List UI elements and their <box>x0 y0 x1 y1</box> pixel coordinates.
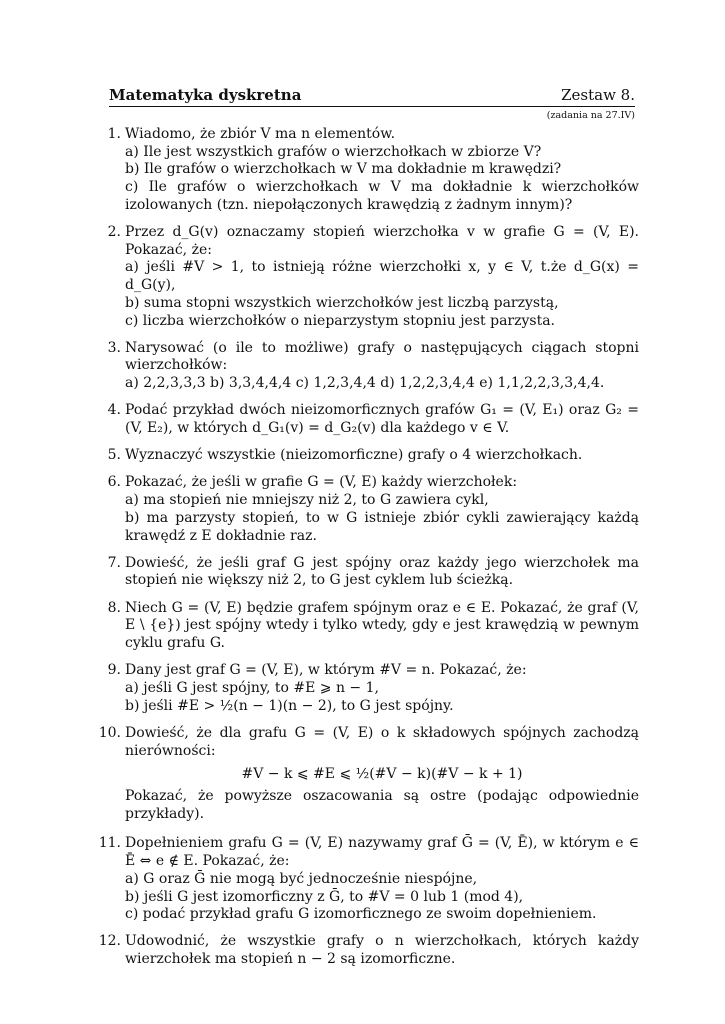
header-rule <box>109 106 635 107</box>
problem-3 <box>96 340 639 393</box>
problem-7 <box>96 555 639 590</box>
problem-10 <box>96 725 639 824</box>
problem-line: b) jeśli G jest izomorficzny z Ḡ, to #V = 0 lub 1 (mod 4), <box>125 888 524 905</box>
problem-number: 10. <box>98 724 121 741</box>
problem-8 <box>96 600 639 653</box>
problem-line: Wiadomo, że zbiór V ma n elementów. <box>125 126 396 142</box>
problem-number: 8. <box>107 599 121 616</box>
problem-line: Dany jest graf G = (V, E), w którym #V = n. Pokazać, że: <box>125 662 527 679</box>
problem-number: 2. <box>107 224 121 241</box>
problem-6 <box>96 474 639 545</box>
problem-line: a) jeśli G jest spójny, to #E ⩾ n − 1, <box>125 679 379 696</box>
problem-line: Dopełnieniem grafu G = (V, E) nazywamy graf Ḡ = (V, Ē), w którym e ∈ Ē ⇔ e ∉ E. Pokazać, że: <box>125 835 639 870</box>
problem-number: 5. <box>107 447 121 464</box>
problem-line: Pokazać, że jeśli w grafie G = (V, E) każdy wierzchołek: <box>125 474 518 491</box>
problem-line: b) Ile grafów o wierzchołkach w V ma dokładnie m krawędzi? <box>125 161 562 178</box>
problem-5 <box>96 447 639 465</box>
problem-line: Dowieść, że dla grafu G = (V, E) o k składowych spójnych zachodzą nierówności: <box>125 724 639 759</box>
problem-line: a) Ile jest wszystkich grafów o wierzchołkach w zbiorze V? <box>125 143 542 160</box>
problem-line: c) podać przykład grafu G izomorficznego ze swoim dopełnieniem. <box>125 906 597 923</box>
problem-line: Pokazać, że powyższe oszacowania są ostre (podając odpowiednie przykłady). <box>125 788 639 822</box>
set-number: Zestaw 8. <box>561 86 635 104</box>
problem-line: b) ma parzysty stopień, to w G istnieje zbiór cykli zawierający każdą krawędź z E dokładnie raz. <box>125 509 639 544</box>
problem-number: 4. <box>107 402 121 419</box>
problem-number: 11. <box>98 835 121 852</box>
problem-number: 12. <box>98 933 121 950</box>
problem-line: Dowieść, że jeśli graf G jest spójny oraz każdy jego wierzchołek ma stopień nie większy niż 2, to G jest cyklem lub ścieżką. <box>125 554 639 589</box>
problem-line: c) liczba wierzchołków o nieparzystym stopniu jest parzysta. <box>125 312 556 329</box>
course-title: Matematyka dyskretna <box>109 86 302 104</box>
problem-4 <box>96 402 639 437</box>
problem-12 <box>96 933 639 968</box>
problem-1 <box>96 126 639 215</box>
problem-line: b) suma stopni wszystkich wierzchołków jest liczbą parzystą, <box>125 294 559 311</box>
problem-line: a) jeśli #V > 1, to istnieją różne wierzchołki x, y ∈ V, t.że d_G(x) = d_G(y), <box>125 259 639 294</box>
due-date: (zadania na 27.IV) <box>546 110 635 121</box>
problem-list <box>96 126 639 978</box>
problem-line: Podać przykład dwóch nieizomorficznych grafów G₁ = (V, E₁) oraz G₂ = (V, E₂), w których d_G₁(v) = d_G₂(v) dla każdego v ∈ V. <box>125 402 639 437</box>
problem-line: Wyznaczyć wszystkie (nieizomorficzne) grafy o 4 wierzchołkach. <box>125 447 583 464</box>
problem-line: Niech G = (V, E) będzie grafem spójnym oraz e ∈ E. Pokazać, że graf (V, E \ {e}) jest spójny wtedy i tylko wtedy, gdy e jest krawędzią w pewnym cyklu grafu G. <box>125 599 639 652</box>
problem-line: a) 2,2,3,3,3 b) 3,3,4,4,4 c) 1,2,3,4,4 d) 1,2,2,3,4,4 e) 1,1,2,2,3,3,4,4. <box>125 375 605 392</box>
problem-11 <box>96 835 639 924</box>
problem-number: 6. <box>107 474 121 491</box>
display-inequality: #V − k ⩽ #E ⩽ ½(#V − k)(#V − k + 1) <box>241 766 523 783</box>
problem-2 <box>96 224 639 330</box>
problem-line: Udowodnić, że wszystkie grafy o n wierzchołkach, których każdy wierzchołek ma stopień n − 2 są izomorficzne. <box>125 933 639 968</box>
problem-9 <box>96 662 639 715</box>
problem-number: 3. <box>107 339 121 356</box>
page-header <box>109 86 635 108</box>
problem-number: 7. <box>107 554 121 571</box>
problem-line: a) G oraz Ḡ nie mogą być jednocześnie niespójne, <box>125 870 478 887</box>
problem-number: 1. <box>107 126 121 142</box>
problem-line: b) jeśli #E > ½(n − 1)(n − 2), to G jest spójny. <box>125 697 454 714</box>
problem-line: a) ma stopień nie mniejszy niż 2, to G zawiera cykl, <box>125 492 489 509</box>
problem-number: 9. <box>107 662 121 679</box>
problem-line: Przez d_G(v) oznaczamy stopień wierzchołka v w grafie G = (V, E). Pokazać, że: <box>125 224 639 258</box>
problem-line: c) Ile grafów o wierzchołkach w V ma dokładnie k wierzchołków izolowanych (tzn. niepołączonych krawędzią z żadnym innym)? <box>125 179 639 213</box>
problem-line: Narysować (o ile to możliwe) grafy o następujących ciągach stopni wierzchołków: <box>125 339 639 374</box>
